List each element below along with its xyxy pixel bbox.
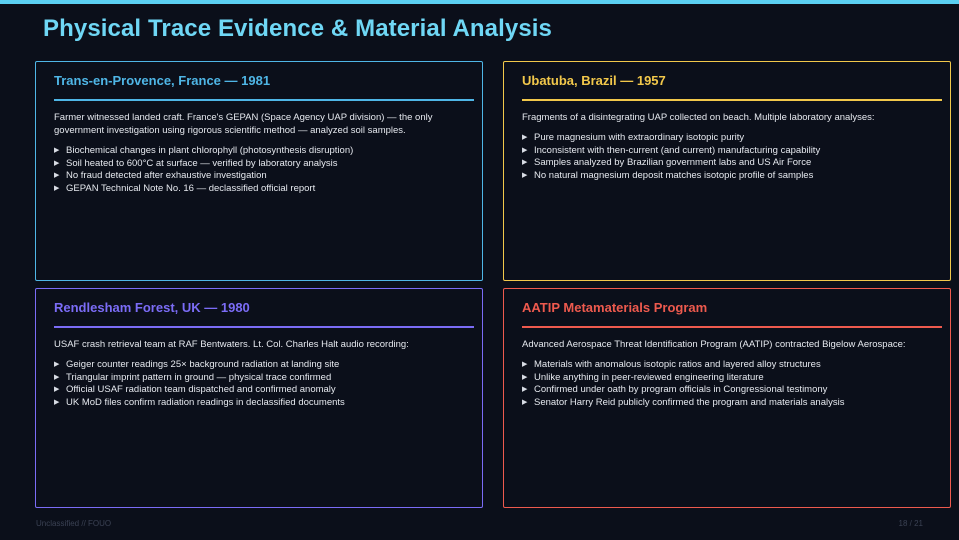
list-item: ▶ Confirmed under oath by program officials in Congressional testimony [522,384,828,395]
card-divider [54,326,474,328]
list-item: ▶ No natural magnesium deposit matches isotopic profile of samples [522,169,814,181]
card-heading: Ubatuba, Brazil — 1957 [522,73,666,88]
card-trans-en-provence [35,61,483,281]
list-item: ▶ Materials with anomalous isotopic ratios and layered alloy structures [522,359,821,370]
triangle-right-icon: ▶ [522,386,528,393]
triangle-right-icon: ▶ [522,134,528,141]
triangle-right-icon: ▶ [522,159,528,166]
card-ubatuba [503,61,951,281]
page-title: Physical Trace Evidence & Material Analysis [43,15,553,42]
card-bullet-list [522,359,932,409]
triangle-right-icon: ▶ [54,147,60,154]
triangle-right-icon: ▶ [54,172,60,179]
list-item: ▶ Geiger counter readings 25× background radiation at landing site [54,359,340,370]
list-item: ▶ Official USAF radiation team dispatched and confirmed anomaly [54,384,336,395]
card-aatip [503,288,951,508]
list-item: ▶ Soil heated to 600°C at surface — verified by laboratory analysis [54,157,338,169]
triangle-right-icon: ▶ [522,361,528,368]
classification-label: Unclassified // FOUO [36,519,112,528]
triangle-right-icon: ▶ [54,398,60,406]
card-heading: Rendlesham Forest, UK — 1980 [54,300,250,315]
card-intro: Fragments of a disintegrating UAP collected on beach. Multiple laboratory analyses: [522,112,875,123]
triangle-right-icon: ▶ [522,373,528,381]
triangle-right-icon: ▶ [522,146,528,154]
list-item: ▶ UK MoD files confirm radiation readings in declassified documents [54,396,345,408]
page-number: 18 / 21 [898,519,923,528]
list-item: ▶ Inconsistent with then-current (and current) manufacturing capability [522,144,821,156]
card-intro: USAF crash retrieval team at RAF Bentwaters. Lt. Col. Charles Halt audio recording: [54,339,409,350]
card-divider [522,99,942,101]
list-item: ▶ Samples analyzed by Brazilian government labs and US Air Force [522,157,812,168]
list-item: ▶ GEPAN Technical Note No. 16 — declassified official report [54,182,316,194]
list-item: ▶ No fraud detected after exhaustive investigation [54,170,267,181]
list-item: ▶ Pure magnesium with extraordinary isotopic purity [522,132,745,143]
card-intro: Advanced Aerospace Threat Identification Program (AATIP) contracted Bigelow Aerospace: [522,339,906,350]
card-divider [522,326,942,328]
card-intro: Farmer witnessed landed craft. France's GEPAN (Space Agency UAP division) — the only government investigation using rigorous scientific method — analyzed soil samples. [54,112,433,136]
triangle-right-icon: ▶ [522,171,528,179]
card-bullet-list [54,359,464,409]
triangle-right-icon: ▶ [54,386,60,393]
list-item: ▶ Biochemical changes in plant chlorophyll (photosynthesis disruption) [54,145,354,156]
card-heading: AATIP Metamaterials Program [522,300,708,315]
triangle-right-icon: ▶ [54,159,60,167]
triangle-right-icon: ▶ [522,398,528,406]
card-bullet-list [522,132,932,182]
top-accent-bar [0,0,959,4]
triangle-right-icon: ▶ [54,361,60,368]
card-bullet-list [54,145,464,195]
card-divider [54,99,474,101]
list-item: ▶ Senator Harry Reid publicly confirmed the program and materials analysis [522,396,845,408]
triangle-right-icon: ▶ [54,184,60,192]
card-heading: Trans-en-Provence, France — 1981 [54,73,271,88]
card-rendlesham [35,288,483,508]
triangle-right-icon: ▶ [54,373,60,381]
list-item: ▶ Unlike anything in peer-reviewed engineering literature [522,371,764,383]
list-item: ▶ Triangular imprint pattern in ground — physical trace confirmed [54,371,332,383]
